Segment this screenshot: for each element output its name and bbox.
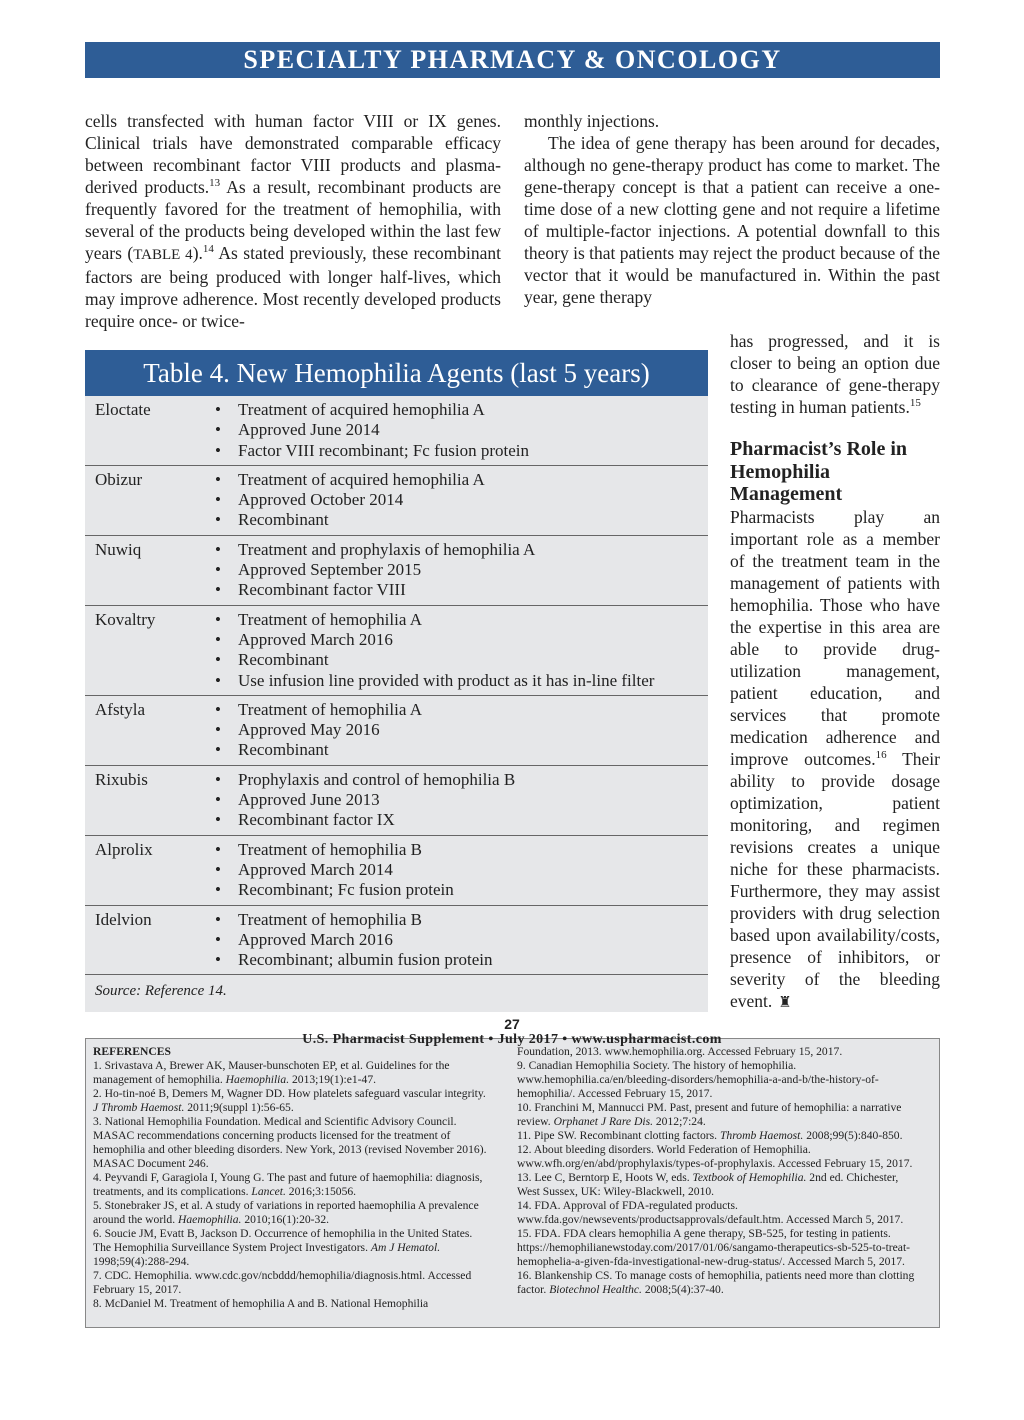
agent-detail-item: • Approved March 2016 — [215, 930, 493, 950]
agent-detail-item: • Approved September 2015 — [215, 560, 535, 580]
agent-details-list — [215, 910, 493, 971]
col1-text-c: ). — [192, 243, 203, 263]
table-row — [85, 696, 708, 766]
reference-item: 15. FDA. FDA clears hemophilia A gene therapy, SB-525, for testing in patients. https://hemophilianewstoday.com/2017/01/06/sangamo-therapeutics-sb-525-to-treat-hemophelia-a-given-fda-investigational-new-drug-status/. Accessed March 5, 2017. — [517, 1227, 911, 1268]
agent-detail-item: • Use infusion line provided with product as it has in-line filter — [215, 671, 654, 691]
reference-item: 1. Srivastava A, Brewer AK, Mauser-bunschoten EP, et al. Guidelines for the management of hemophilia. Haemophilia. 2013;19(1):e1-47. — [93, 1059, 450, 1086]
col3-text-top: has progressed, and it is closer to being an option due to clearance of gene-therapy testing in human patients. — [730, 331, 940, 417]
col1-text-a: cells transfected with human factor VIII or IX genes. Clinical trials have demonstrated comparable efficacy between recombinant factor VIII products and plasma-derived products. — [85, 111, 501, 197]
table-row — [85, 466, 708, 536]
col1-text-d: As stated previously, these recombinant factors are being produced with longer half-lives, which may improve adherence. Most recently developed products require once- or twice- — [85, 243, 502, 331]
agent-name: Alprolix — [95, 839, 153, 859]
footer-line: U.S. Pharmacist Supplement • July 2017 • www.uspharmacist.com — [302, 1032, 722, 1047]
agent-detail-item: • Treatment of hemophilia B — [215, 840, 454, 860]
table-row — [85, 836, 708, 906]
table-rows — [85, 396, 708, 975]
reference-item: 16. Blankenship CS. To manage costs of hemophilia, patients need more than clotting factor. Biotechnol Healthc. 2008;5(4):37-40. — [517, 1269, 915, 1296]
reference-item: 3. National Hemophilia Foundation. Medical and Scientific Advisory Council. MASAC recommendations concerning products licensed for the treatment of hemophilia and other bleeding disorders. New York, 2013 (revised November 2016). MASAC Document 246. — [93, 1115, 487, 1170]
reference-item: 4. Peyvandi F, Garagiola I, Young G. The past and future of haemophilia: diagnosis, treatments, and its complications. Lancet. 2016;3:15056. — [93, 1171, 483, 1198]
references-title: REFERENCES — [93, 1045, 171, 1058]
agent-detail-item: • Treatment and prophylaxis of hemophilia A — [215, 540, 535, 560]
column-2-text — [524, 110, 940, 308]
agent-details-list — [215, 610, 654, 691]
table-row — [85, 536, 708, 606]
agent-details-list — [215, 770, 515, 831]
section-header-title: SPECIALTY PHARMACY & ONCOLOGY — [243, 45, 782, 74]
reference-item: 13. Lee C, Berntorp E, Hoots W, eds. Textbook of Hemophilia. 2nd ed. Chichester, West Sussex, UK: Wiley-Blackwell, 2010. — [517, 1171, 899, 1198]
col1-paragraph — [85, 110, 501, 332]
section-heading-pharmacist-role: Pharmacist’s Role in Hemophilia Management — [730, 438, 908, 505]
col3-paragraph-top — [730, 330, 940, 418]
table-source: Source: Reference 14. — [95, 983, 227, 1000]
col3-text-a: Pharmacists play an important role as a member of the treatment team in the management of patients with hemophilia. Those who have the expertise in this area are able to provide drug-utilization management, patient education, and services that promote medication adherence and improve outcomes. — [730, 507, 940, 769]
column-3-top-text — [730, 330, 940, 418]
citation-16: 16 — [875, 749, 887, 762]
table-4-reference: TABLE 4 — [133, 247, 193, 263]
col1-text-b: As a result, recombinant products are frequently favored for the treatment of hemophilia, with several of the products being developed within the last few years ( — [85, 177, 501, 263]
agent-name: Obizur — [95, 469, 143, 489]
citation-13: 13 — [209, 177, 221, 190]
agent-detail-item: • Recombinant — [215, 650, 654, 670]
reference-item: 12. About bleeding disorders. World Federation of Hemophilia. www.wfh.org/en/abd/prophylaxis/types-of-prophylaxis. Accessed February 15, 2017. — [517, 1143, 913, 1170]
agent-detail-item: • Recombinant factor IX — [215, 810, 515, 830]
end-of-article-icon: ♜ — [778, 995, 792, 1011]
agent-detail-item: • Treatment of acquired hemophilia A — [215, 470, 485, 490]
agent-name: Idelvion — [95, 909, 152, 929]
table-title: Table 4. New Hemophilia Agents (last 5 years) — [85, 350, 708, 396]
page-number: 27 — [504, 1016, 520, 1032]
reference-item: 6. Soucie JM, Evatt B, Jackson D. Occurrence of hemophilia in the United States. The Hemophilia Surveillance System Project Investigators. Am J Hematol. 1998;59(4):288-294. — [93, 1227, 473, 1268]
agent-detail-item: • Recombinant — [215, 740, 422, 760]
agent-details-list — [215, 700, 422, 761]
agent-detail-item: • Treatment of hemophilia B — [215, 910, 493, 930]
table-row — [85, 906, 708, 976]
reference-item: 8. McDaniel M. Treatment of hemophilia A and B. National Hemophilia — [93, 1297, 429, 1310]
reference-item: 14. FDA. Approval of FDA-regulated products. www.fda.gov/newsevents/productsapprovals/default.htm. Accessed March 5, 2017. — [517, 1199, 904, 1226]
agent-detail-item: • Treatment of acquired hemophilia A — [215, 400, 529, 420]
col3-paragraph-body — [730, 506, 940, 1014]
agent-details-list — [215, 400, 529, 461]
section-header-band — [85, 42, 940, 78]
reference-item: 9. Canadian Hemophilia Society. The history of hemophilia. www.hemophilia.ca/en/bleeding-disorders/hemophilia-a-and-b/the-history-of-hemophilia/. Accessed February 15, 2017. — [517, 1059, 879, 1100]
reference-item: 10. Franchini M, Mannucci PM. Past, present and future of hemophilia: a narrative review. Orphanet J Rare Dis. 2012;7:24. — [517, 1101, 902, 1128]
agent-detail-item: • Recombinant; Fc fusion protein — [215, 880, 454, 900]
table-4 — [85, 350, 708, 1012]
agent-detail-item: • Treatment of hemophilia A — [215, 700, 422, 720]
agent-detail-item: • Approved June 2014 — [215, 420, 529, 440]
reference-item: 5. Stonebraker JS, et al. A study of variations in reported haemophilia A prevalence around the world. Haemophilia. 2010;16(1):20-32. — [93, 1199, 479, 1226]
agent-detail-item: • Approved March 2014 — [215, 860, 454, 880]
references-right-column — [517, 1045, 915, 1297]
col3-text-b: Their ability to provide dosage optimization, patient monitoring, and regimen revisions creates a unique niche for these pharmacists. Furthermore, they may assist providers with drug selection based upon availability/costs, presence of inhibitors, or severity of the bleeding event. — [730, 749, 940, 1011]
agent-name: Rixubis — [95, 769, 148, 789]
agent-name: Afstyla — [95, 699, 146, 719]
agent-detail-item: • Approved June 2013 — [215, 790, 515, 810]
references-left-column — [93, 1045, 491, 1311]
agent-details-list — [215, 470, 485, 531]
col2-paragraph-1: monthly injections. — [524, 111, 660, 131]
reference-item: 2. Ho-tin-noé B, Demers M, Wagner DD. How platelets safeguard vascular integrity. J Thromb Haemost. 2011;9(suppl 1):56-65. — [93, 1087, 486, 1114]
agent-detail-item: • Factor VIII recombinant; Fc fusion protein — [215, 441, 529, 461]
agent-detail-item: • Recombinant — [215, 510, 485, 530]
agent-detail-item: • Treatment of hemophilia A — [215, 610, 654, 630]
agent-detail-item: • Recombinant; albumin fusion protein — [215, 950, 493, 970]
citation-14: 14 — [202, 243, 214, 256]
column-1-text — [85, 110, 501, 332]
agent-detail-item: • Prophylaxis and control of hemophilia B — [215, 770, 515, 790]
reference-item: 7. CDC. Hemophilia. www.cdc.gov/ncbddd/hemophilia/diagnosis.html. Accessed February 15, 2017. — [93, 1269, 472, 1296]
agent-name: Eloctate — [95, 400, 151, 419]
agent-name: Nuwiq — [95, 539, 142, 559]
agent-detail-item: • Recombinant factor VIII — [215, 580, 535, 600]
agent-details-list — [215, 840, 454, 901]
col2-paragraph-2: The idea of gene therapy has been around for decades, although no gene-therapy product has come to market. The gene-therapy concept is that a patient can receive a one-time dose of a new clotting gene and not require a lifetime of multiple-factor injections. A potential downfall to this theory is that patients may reject the product because of the vector that it would be manufactured in. Within the past year, gene therapy — [524, 133, 940, 307]
reference-item: Foundation, 2013. www.hemophilia.org. Accessed February 15, 2017. — [517, 1045, 843, 1058]
table-row — [85, 766, 708, 836]
citation-15: 15 — [909, 397, 921, 410]
agent-detail-item: • Approved March 2016 — [215, 630, 654, 650]
agent-details-list — [215, 540, 535, 601]
agent-detail-item: • Approved May 2016 — [215, 720, 422, 740]
agent-detail-item: • Approved October 2014 — [215, 490, 485, 510]
table-row — [85, 396, 708, 466]
agent-name: Kovaltry — [95, 609, 156, 629]
table-row — [85, 606, 708, 696]
reference-item: 11. Pipe SW. Recombinant clotting factors. Thromb Haemost. 2008;99(5):840-850. — [517, 1129, 903, 1142]
column-3-body-text — [730, 506, 940, 1014]
references-box — [85, 1038, 940, 1328]
